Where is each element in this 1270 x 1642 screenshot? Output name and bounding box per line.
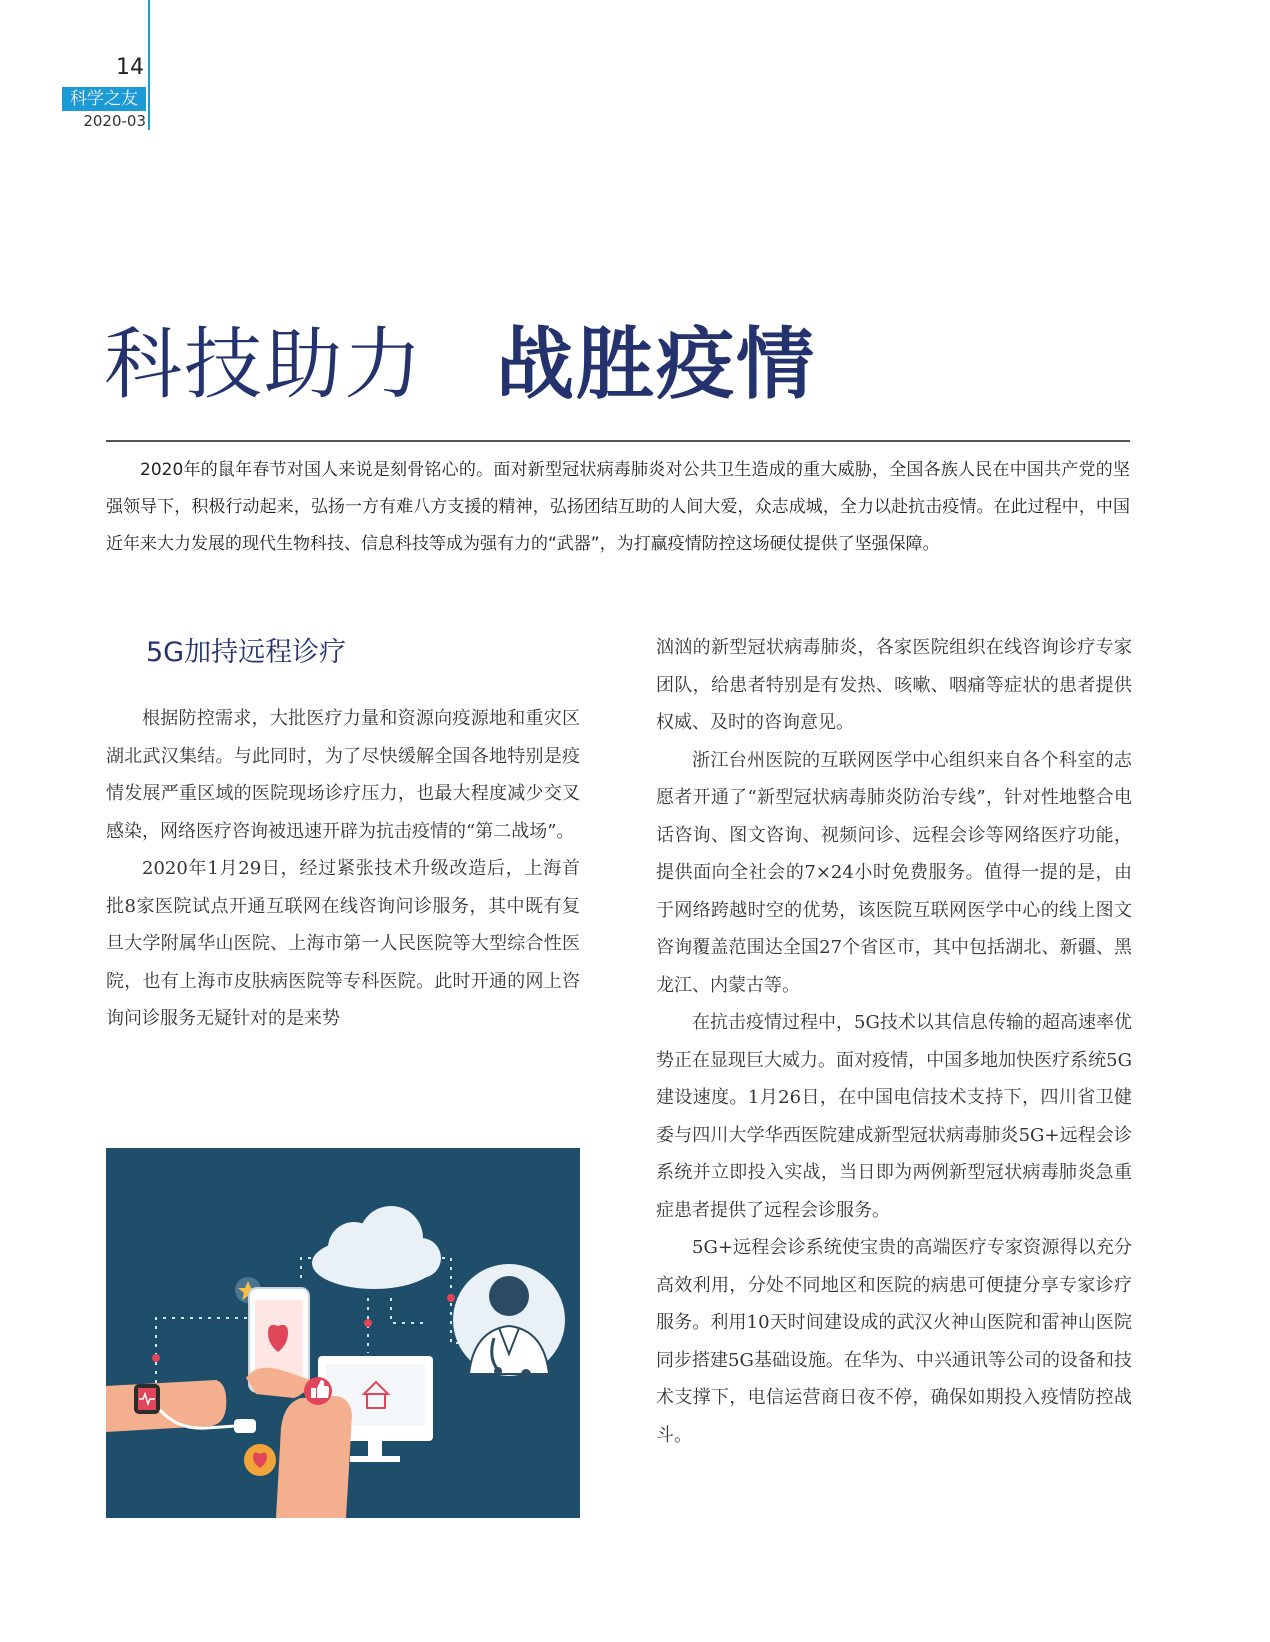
node-dot	[447, 1294, 455, 1302]
title-bold-part: 战胜疫情	[496, 320, 817, 410]
paragraph-continuation: 汹汹的新型冠状病毒肺炎，各家医院组织在线咨询诊疗专家团队，给患者特别是有发热、咳嗽、咽痛等症状的患者提供权威、及时的咨询意见。	[656, 637, 1132, 733]
doctor-avatar-icon	[453, 1264, 565, 1379]
illustration-svg	[106, 1148, 580, 1518]
smartphone-icon	[246, 1288, 352, 1518]
article-title	[104, 320, 816, 410]
cloud-icon	[312, 1206, 441, 1289]
node-dot	[364, 1319, 372, 1327]
title-light-part: 科技助力	[104, 320, 425, 410]
paragraph: 根据防控需求，大批医疗力量和资源向疫源地和重灾区湖北武汉集结。与此同时，为了尽快缓解全国各地特别是疫情发展严重区域的医院现场诊疗压力，也最大程度减少交叉感染，网络医疗咨询被迅速开辟为抗击疫情的“第二战场”。	[106, 708, 580, 842]
heart-icon	[244, 1444, 276, 1476]
header-divider-line	[148, 0, 150, 130]
paragraph: 5G+远程会诊系统使宝贵的高端医疗专家资源得以充分高效利用，分处不同地区和医院的病患可便捷分享专家诊疗服务。利用10天时间建设成的武汉火神山医院和雷神山医院同步搭建5G基础设施。在华为、中兴通讯等公司的设备和技术支撑下，电信运营商日夜不停，确保如期投入疫情防控战斗。	[656, 1237, 1132, 1446]
paragraph: 浙江台州医院的互联网医学中心组织来自各个科室的志愿者开通了“新型冠状病毒肺炎防治专线”，针对性地整合电话咨询、图文咨询、视频问诊、远程会诊等网络医疗功能，提供面向全社会的7×24小时免费服务。值得一提的是，由于网络跨越时空的优势，该医院互联网医学中心的线上图文咨询覆盖范围达全国27个省区市，其中包括湖北、新疆、黑龙江、内蒙古等。	[656, 749, 1132, 996]
telemedicine-illustration	[106, 1148, 580, 1518]
section-heading: 5G加持远程诊疗	[146, 637, 347, 668]
smartwatch-icon	[106, 1380, 256, 1433]
title-rule	[106, 440, 1130, 442]
paragraph: 2020年1月29日，经过紧张技术升级改造后，上海首批8家医院试点开通互联网在线咨询问诊服务，其中既有复旦大学附属华山医院、上海市第一人民医院等大型综合性医院，也有上海市皮肤病医院等专科医院。此时开通的网上咨询问诊服务无疑针对的是来势	[106, 858, 580, 1029]
thumbs-up-icon	[304, 1377, 332, 1405]
node-dot	[152, 1354, 160, 1362]
paragraph: 在抗击疫情过程中，5G技术以其信息传输的超高速率优势正在显现巨大威力。面对疫情，中国多地加快医疗系统5G建设速度。1月26日，在中国电信技术支持下，四川省卫健委与四川大学华西医院建成新型冠状病毒肺炎5G+远程会诊系统并立即投入实战，当日即为两例新型冠状病毒肺炎急重症患者提供了远程会诊服务。	[656, 1012, 1132, 1221]
article-intro: 2020年的鼠年春节对国人来说是刻骨铭心的。面对新型冠状病毒肺炎对公共卫生造成的重大威胁，全国各族人民在中国共产党的坚强领导下，积极行动起来，弘扬一方有难八方支援的精神，弘扬团结互助的人间大爱，众志成城，全力以赴抗击疫情。在此过程中，中国近年来大力发展的现代生物科技、信息科技等成为强有力的“武器”，为打赢疫情防控这场硬仗提供了坚强保障。	[106, 460, 1130, 554]
right-column	[656, 629, 1132, 1454]
left-column	[106, 700, 580, 1038]
magazine-name: 科学之友	[62, 87, 146, 111]
page-number: 14	[116, 55, 144, 80]
issue-date: 2020-03	[83, 112, 146, 130]
